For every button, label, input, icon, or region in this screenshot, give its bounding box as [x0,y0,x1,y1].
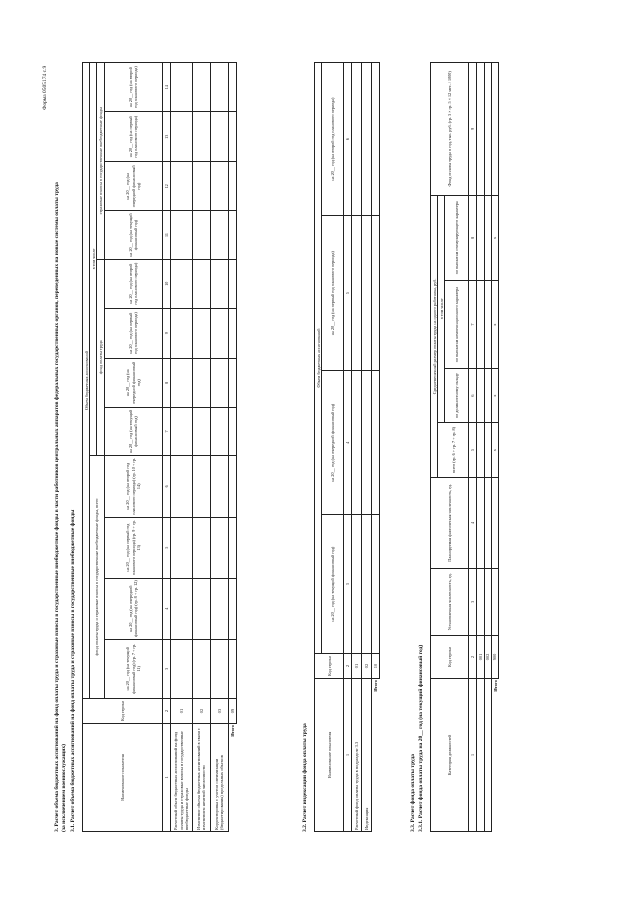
t2-num: 5 [344,216,352,371]
cell[interactable] [484,195,491,280]
cell[interactable] [192,162,210,211]
t1-col-code: Код строки [83,699,163,724]
t3-num: 1 [469,679,477,832]
table-indexation [314,62,380,832]
t1-num: 11 [162,211,170,259]
t2-grp: Объем бюджетных ассигнований [315,63,322,654]
section3-title: 3. Расчет объема бюджетных ассигнований на фонд оплаты труда и страховые взносы в государственные внебюджетные фонды в части работников центральных аппаратов федеральных государственных органов, переведенных на новые системы оплаты труда [54,182,60,832]
form-label: Форма 0505174 с.9 [42,65,48,110]
cell[interactable] [192,358,210,407]
t2-row-code: 01 [352,654,362,679]
x-cell: x [491,369,498,423]
t2-c3: на 20__ год (на текущий финансовый год) [322,515,344,654]
t3-num: 6 [469,369,477,423]
t2-row-name: Индексация [362,679,372,832]
t2-num: 3 [344,515,352,654]
cell[interactable] [192,578,210,639]
t1-num: 1 [162,724,170,832]
t3-c7: по выплатам компенсационного характера [445,280,469,368]
cell[interactable] [210,358,228,407]
cell[interactable] [170,455,192,517]
cell[interactable] [352,371,362,515]
table-row [477,63,484,832]
t3-total-code: 900 [491,636,498,679]
cell[interactable] [372,515,380,654]
cell[interactable] [362,371,372,515]
t1-c6: на 20__ год (на второй год планового периода) (гр. 10 + гр. 14) [104,455,162,517]
t1-c3: на 20__ год (на текущий финансовый год) (гр. 7 + гр. 11) [104,639,162,698]
t1-num: 5 [162,517,170,578]
rotated-page [40,40,600,840]
t3-col-code: Код строки [431,636,469,679]
t1-row-name: Корректировка с учетом оптимизации (бюджетирования) предельных объемов [210,724,228,832]
t1-num: 2 [162,699,170,724]
t1-num: 4 [162,578,170,639]
cell[interactable] [477,478,484,568]
cell[interactable] [477,369,484,423]
t1-num: 9 [162,308,170,358]
t3-row-name [484,679,491,832]
t1-grp-limit: Объем бюджетных ассигнований [83,63,90,699]
t2-c4: на 20__ год (на очередной финансовый год) [322,371,344,515]
t3-row-name [477,679,484,832]
t1-num: 7 [162,407,170,455]
t1-c13: на 20__ год (на первый год планового периода) [104,112,162,162]
t3-num: 8 [469,195,477,280]
cell[interactable] [352,63,362,216]
cell[interactable] [170,162,192,211]
t2-total-code: 10 [372,654,380,679]
cell[interactable] [170,63,192,112]
cell[interactable] [228,162,236,211]
t1-row-name: Расчетный объем бюджетных ассигнований на фонд оплаты труда и страховые взносы в государственные внебюджетные фонды [170,724,192,832]
cell[interactable] [192,639,210,698]
t1-num: 10 [162,259,170,308]
table-row [210,63,228,832]
cell[interactable] [477,568,484,635]
cell[interactable] [192,517,210,578]
t1-c8: на 20__ год (на очередной финансовый год) [104,358,162,407]
cell[interactable] [484,568,491,635]
t3-row-code: 002 [484,636,491,679]
t3-c6: по должностному окладу [445,369,469,423]
cell[interactable] [228,112,236,162]
cell[interactable] [210,517,228,578]
cell[interactable] [228,639,236,698]
cell[interactable] [192,455,210,517]
t1-num: 8 [162,358,170,407]
t2-row-code: 02 [362,654,372,679]
cell[interactable] [484,423,491,478]
cell[interactable] [228,358,236,407]
cell[interactable] [362,63,372,216]
cell[interactable] [491,63,498,196]
cell[interactable] [192,259,210,308]
t3-total-label: Итого [492,680,498,692]
cell[interactable] [210,639,228,698]
t2-num: 2 [344,654,352,679]
cell[interactable] [372,371,380,515]
cell[interactable] [192,407,210,455]
t2-row-name: Расчетный фонд оплаты труда в подразделе 3.3 [352,679,362,832]
cell[interactable] [210,259,228,308]
t3-col-name: Категория должностей [431,679,469,832]
cell[interactable] [484,369,491,423]
t1-num: 13 [162,112,170,162]
table-row [362,63,372,832]
t3-grp: Среднемесячный размер оплаты труда на одного работника, руб. [431,195,438,477]
t1-c10: на 20__ год (на второй год планового периода) [104,259,162,308]
t2-c5: на 20__ год (на первый год планового периода) [322,216,344,371]
t1-grp-fot: фонд оплаты труда [97,259,104,455]
cell[interactable] [477,280,484,368]
section31-title: 3.1. Расчет объема бюджетных ассигнований на фонд оплаты труда и страховые взносы в государственные внебюджетные фонды [70,509,76,832]
x-cell: x [491,423,498,478]
cell[interactable] [477,423,484,478]
t1-num: 14 [162,63,170,112]
cell[interactable] [228,407,236,455]
t3-sub: в том числе [438,195,445,422]
t3-c5: всего (гр. 6 + гр. 7 + гр. 8) [438,423,469,478]
cell[interactable] [192,63,210,112]
cell[interactable] [170,517,192,578]
t1-num: 6 [162,455,170,517]
cell[interactable] [362,515,372,654]
cell[interactable] [491,568,498,635]
table-row [170,63,192,832]
t1-grp-fot2: в том числе [90,63,97,456]
table-row [484,63,491,832]
cell[interactable] [210,162,228,211]
table-row [352,63,362,832]
cell[interactable] [170,112,192,162]
table-total-row [491,63,498,832]
cell[interactable] [210,407,228,455]
cell[interactable] [228,517,236,578]
cell[interactable] [210,578,228,639]
section33-title: 3.3. Расчет фонда оплаты труда [410,754,416,832]
t3-c3: Установленная численность, ед. [431,568,469,635]
table-fot-calc [430,62,499,832]
t2-num: 4 [344,371,352,515]
t1-grp-total: фонд оплаты труда и страховые взносы в государственные внебюджетные фонды, всего [90,455,104,698]
cell[interactable] [210,63,228,112]
t3-c9: Фонд оплаты труда в год, тыс. руб. (гр. 3 × гр. 5 × 12 мес. / 1000) [431,63,469,196]
t1-total-label: Итого [229,725,235,737]
t3-num: 9 [469,63,477,196]
t1-c7: на 20__ год (на текущий финансовый год) [104,407,162,455]
cell[interactable] [192,211,210,259]
cell[interactable] [352,515,362,654]
t1-total-code: 09 [228,699,236,724]
t1-col-name: Наименование показателя [83,724,163,832]
cell[interactable] [228,455,236,517]
cell[interactable] [192,112,210,162]
t1-c9: на 20__ год (на первый год планового периода) [104,308,162,358]
t1-c11: на 20__ год (на текущий финансовый год) [104,211,162,259]
t1-row-code: 03 [210,699,228,724]
table-fot-insurance [82,62,237,832]
cell[interactable] [477,195,484,280]
cell[interactable] [210,455,228,517]
t1-c12: на 20__ год (на очередной финансовый год) [104,162,162,211]
cell[interactable] [352,216,362,371]
t3-c8: по выплатам стимулирующего характера [445,195,469,280]
cell[interactable] [372,216,380,371]
t2-col-code: Код строки [315,654,344,679]
x-cell: x [491,280,498,368]
cell[interactable] [210,308,228,358]
t1-c4: на 20__ год (на очередной финансовый год) (гр. 8 + гр. 12) [104,578,162,639]
t2-total-label: Итого [373,680,379,692]
cell[interactable] [170,407,192,455]
t2-c6: на 20__ год (на второй год планового периода) [322,63,344,216]
t2-num: 6 [344,63,352,216]
t3-num: 3 [469,568,477,635]
cell[interactable] [484,478,491,568]
table-total-row [372,63,380,832]
cell[interactable] [228,578,236,639]
cell[interactable] [210,211,228,259]
cell[interactable] [372,63,380,216]
cell[interactable] [170,308,192,358]
section32-title: 3.2. Расчет индексации фонда оплаты труда [302,723,308,832]
cell[interactable] [228,211,236,259]
t1-row-code: 02 [192,699,210,724]
section331-title: 3.3.1. Расчет фонда оплаты труда на 20__ год (на текущий финансовый год) [418,644,424,832]
section3-title2: (за исключением военнослужащих) [61,743,67,832]
cell[interactable] [170,578,192,639]
t3-num: 7 [469,280,477,368]
t1-c5: на 20__ год (на первый год планового периода) (гр. 9 + гр. 13) [104,517,162,578]
t1-num: 3 [162,639,170,698]
cell[interactable] [228,63,236,112]
table-total-row [228,63,236,832]
cell[interactable] [170,639,192,698]
cell[interactable] [192,308,210,358]
t3-num: 2 [469,636,477,679]
t1-num: 12 [162,162,170,211]
cell[interactable] [477,63,484,196]
table-row [192,63,210,832]
cell[interactable] [210,112,228,162]
x-cell: x [491,195,498,280]
cell[interactable] [362,216,372,371]
t3-c4: Планируемая фактическая численность, ед. [431,478,469,568]
cell[interactable] [228,259,236,308]
t1-row-code: 01 [170,699,192,724]
cell[interactable] [484,63,491,196]
t3-num: 5 [469,423,477,478]
t2-col-name: Наименование показателя [315,679,344,832]
t1-row-name: Изменение объема бюджетных ассигнований в связи с изменением штатной численности [192,724,210,832]
t3-row-code: 001 [477,636,484,679]
cell[interactable] [170,211,192,259]
cell[interactable] [170,358,192,407]
cell[interactable] [170,259,192,308]
t3-num: 4 [469,478,477,568]
cell[interactable] [228,308,236,358]
cell[interactable] [491,478,498,568]
t1-c14: на 20__ год (на второй год планового периода) [104,63,162,112]
t1-grp-ins: страховые взносы в государственные внебюджетные фонды [97,63,104,260]
t2-num: 1 [344,679,352,832]
cell[interactable] [484,280,491,368]
